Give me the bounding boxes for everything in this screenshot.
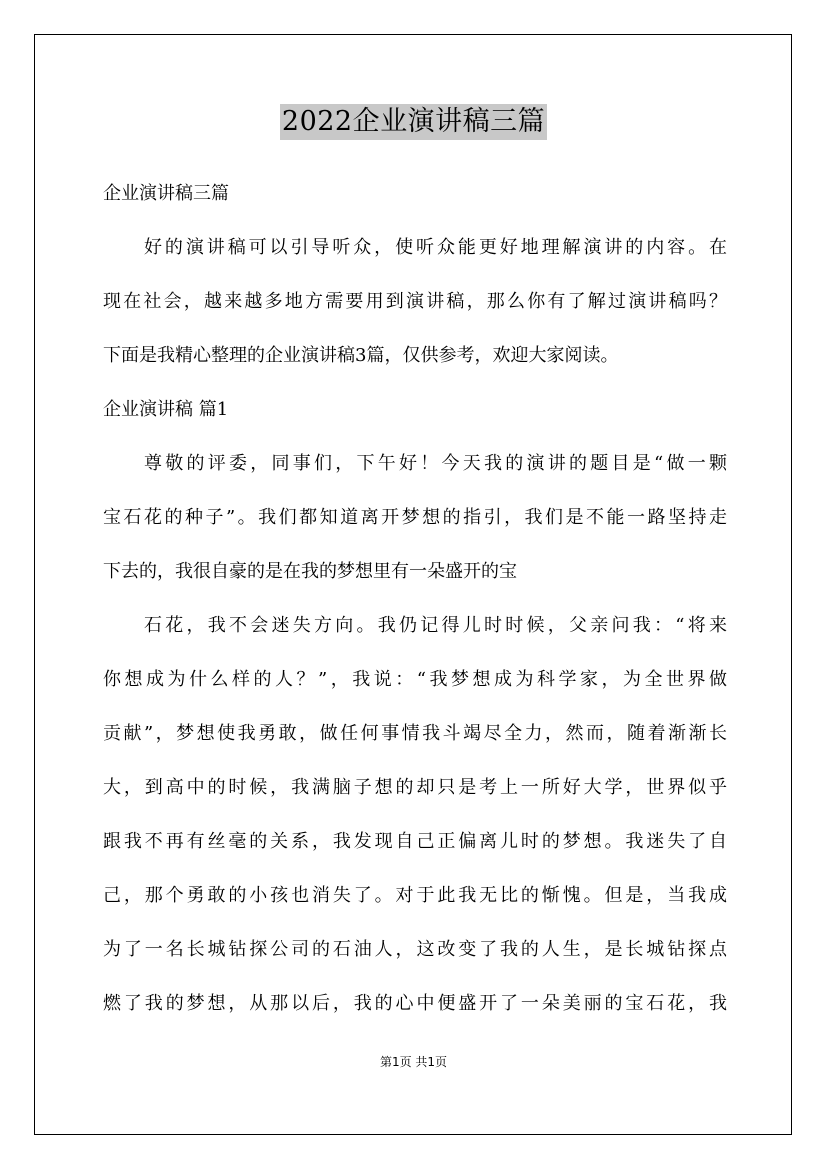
body-line: 现在社会，越来越多地方需要用到演讲稿，那么你有了解过演讲稿吗？ [103, 291, 727, 312]
body-line: 你想成为什么样的人？”，我说：“我梦想成为科学家，为全世界做 [103, 669, 727, 690]
body-line: 下去的，我很自豪的是在我的梦想里有一朵盛开的宝 [103, 561, 517, 582]
page-number: 第1页 共1页 [379, 1055, 448, 1069]
section-heading: 企业演讲稿 篇1 [103, 399, 229, 420]
body-line: 燃了我的梦想，从那以后，我的心中便盛开了一朵美丽的宝石花，我 [103, 993, 727, 1014]
page-footer [0, 1054, 827, 1070]
document-title: 2022企业演讲稿三篇 [280, 104, 547, 140]
body-line: 石花，我不会迷失方向。我仍记得儿时时候，父亲问我：“将来 [144, 615, 727, 636]
body-line: 企业演讲稿三篇 [103, 183, 229, 204]
body-line: 下面是我精心整理的企业演讲稿3篇，仅供参考，欢迎大家阅读。 [103, 345, 619, 366]
body-line: 跟我不再有丝毫的关系，我发现自己正偏离儿时的梦想。我迷失了自 [103, 831, 727, 852]
body-line: 宝石花的种子”。我们都知道离开梦想的指引，我们是不能一路坚持走 [103, 507, 727, 528]
body-line: 大，到高中的时候，我满脑子想的却只是考上一所好大学，世界似乎 [103, 777, 727, 798]
body-line: 己，那个勇敢的小孩也消失了。对于此我无比的惭愧。但是，当我成 [103, 885, 727, 906]
body-line: 贡献”，梦想使我勇敢，做任何事情我斗竭尽全力，然而，随着渐渐长 [103, 723, 727, 744]
body-line: 为了一名长城钻探公司的石油人，这改变了我的人生，是长城钻探点 [103, 939, 727, 960]
document-body [103, 172, 727, 1036]
body-line: 尊敬的评委，同事们，下午好！今天我的演讲的题目是“做一颗 [144, 453, 727, 474]
title-container [0, 104, 827, 140]
body-line: 好的演讲稿可以引导听众，使听众能更好地理解演讲的内容。在 [144, 237, 727, 258]
